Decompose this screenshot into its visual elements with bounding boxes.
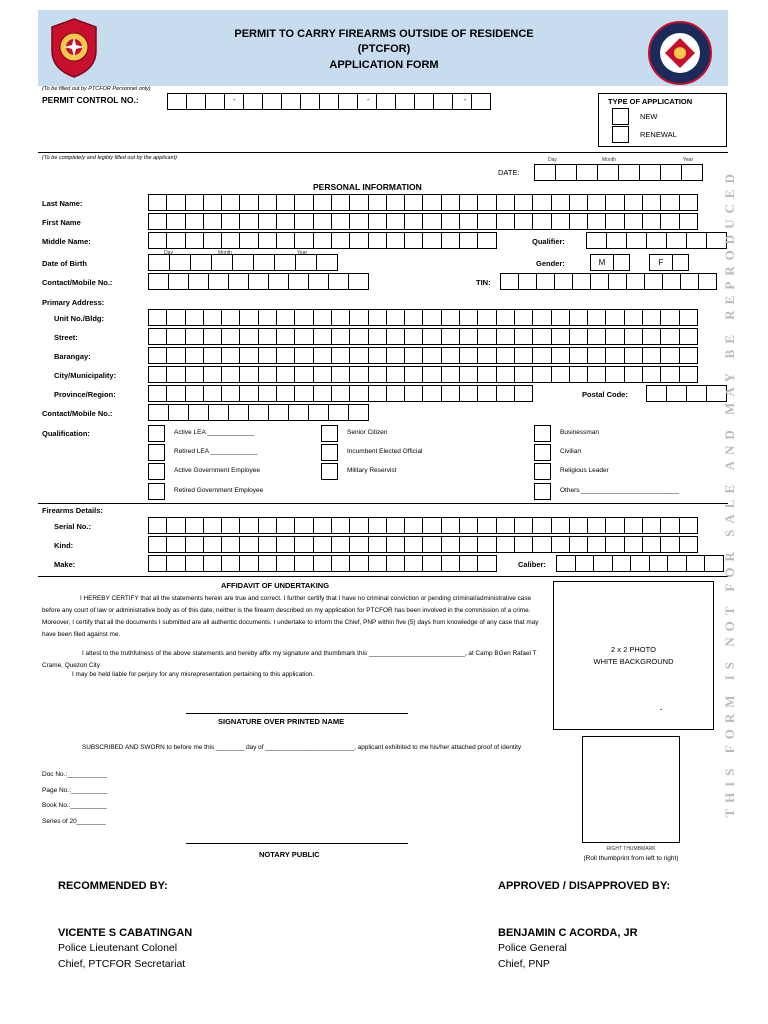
retired-gov-employee-label: Retired Government Employee bbox=[174, 487, 264, 494]
serial-no-label: Serial No.: bbox=[54, 522, 92, 531]
businessman-label: Businessman bbox=[560, 429, 600, 436]
affidavit-paragraph-2: I attest to the truthfulness of the above statements and hereby affix my signature and thumbmark this ___________________________, at Camp BGen Rafael T Crame, Quezon City bbox=[42, 650, 537, 669]
form-subtitle: APPLICATION FORM bbox=[329, 59, 439, 71]
last-name-boxes[interactable] bbox=[148, 194, 697, 211]
gender-male-box[interactable] bbox=[590, 254, 629, 271]
date-day-caption: Day bbox=[548, 157, 557, 163]
dob-day-caption: Day bbox=[164, 250, 173, 256]
signature-line bbox=[186, 713, 408, 714]
dob-boxes[interactable] bbox=[148, 254, 337, 271]
renewal-checkbox[interactable] bbox=[612, 126, 629, 143]
primary-address-label: Primary Address: bbox=[42, 298, 105, 307]
permit-control-boxes[interactable] bbox=[167, 93, 490, 110]
divider-line bbox=[38, 503, 728, 504]
photo-caption-2: WHITE BACKGROUND bbox=[593, 657, 674, 666]
gender-male: M bbox=[590, 254, 614, 271]
first-name-boxes[interactable] bbox=[148, 213, 697, 230]
active-lea-label: Active LEA _____________ bbox=[174, 429, 255, 436]
personal-information-title: PERSONAL INFORMATION bbox=[313, 182, 422, 192]
date-year-caption: Year bbox=[683, 157, 694, 163]
sworn-statement: SUBSCRIBED AND SWORN to before me this ________ day of _________________________, applicant exhibited to me his/her attached proof of identity bbox=[82, 744, 522, 751]
military-reservist-checkbox[interactable] bbox=[321, 463, 338, 480]
dob-month-caption: Month bbox=[218, 250, 232, 256]
gender-female: F bbox=[649, 254, 673, 271]
city-label: City/Municipality: bbox=[54, 371, 117, 380]
retired-gov-employee-checkbox[interactable] bbox=[148, 483, 165, 500]
type-of-application-title: TYPE OF APPLICATION bbox=[608, 97, 693, 106]
military-reservist-label: Military Reservist bbox=[347, 467, 397, 474]
new-label: NEW bbox=[640, 112, 658, 121]
thumbmark-box[interactable] bbox=[582, 736, 680, 843]
senior-citizen-label: Senior Citizen bbox=[347, 429, 388, 436]
elected-official-checkbox[interactable] bbox=[321, 444, 338, 461]
tin-label: TIN: bbox=[476, 278, 491, 287]
dob-label: Date of Birth bbox=[42, 259, 87, 268]
religious-leader-label: Religious Leader bbox=[560, 467, 609, 474]
qualifier-label: Qualifier: bbox=[532, 237, 565, 246]
barangay-boxes[interactable] bbox=[148, 347, 697, 364]
recommended-by-title: RECOMMENDED BY: bbox=[58, 880, 168, 892]
civilian-checkbox[interactable] bbox=[534, 444, 551, 461]
contact2-boxes[interactable] bbox=[148, 404, 368, 421]
photo-dot: . bbox=[660, 703, 663, 712]
province-label: Province/Region: bbox=[54, 390, 116, 399]
notary-signature-line bbox=[186, 843, 408, 844]
street-label: Street: bbox=[54, 333, 78, 342]
permit-control-label: PERMIT CONTROL NO.: bbox=[42, 95, 139, 105]
kind-label: Kind: bbox=[54, 541, 74, 550]
gender-label: Gender: bbox=[536, 259, 565, 268]
civilian-label: Civilian bbox=[560, 448, 581, 455]
others-label: Others ___________________________ bbox=[560, 487, 679, 494]
permit-dash-2: - bbox=[367, 95, 370, 104]
date-month-caption: Month bbox=[602, 157, 616, 163]
divider-line bbox=[38, 152, 728, 153]
permit-dash-1: - bbox=[233, 95, 236, 104]
divider-line bbox=[38, 576, 728, 577]
notary-public-caption: NOTARY PUBLIC bbox=[259, 850, 320, 859]
tin-boxes[interactable] bbox=[500, 273, 716, 290]
personnel-note: (To be filled out by PTCFOR Personnel only) bbox=[42, 86, 151, 92]
approved-rank: Police General bbox=[498, 942, 567, 954]
thumbmark-note: (Roll thumbprint from left to right) bbox=[583, 855, 679, 862]
contact-label: Contact/Mobile No.: bbox=[42, 278, 113, 287]
renewal-label: RENEWAL bbox=[640, 130, 677, 139]
page-no: Page No.:__________ bbox=[42, 787, 108, 794]
dob-year-caption: Year bbox=[297, 250, 308, 256]
caliber-boxes[interactable] bbox=[556, 555, 723, 572]
religious-leader-checkbox[interactable] bbox=[534, 463, 551, 480]
affidavit-title: AFFIDAVIT OF UNDERTAKING bbox=[221, 581, 330, 590]
street-boxes[interactable] bbox=[148, 328, 697, 345]
contact-boxes[interactable] bbox=[148, 273, 368, 290]
approved-by-title: APPROVED / DISAPPROVED BY: bbox=[498, 880, 671, 892]
watermark bbox=[722, 168, 758, 832]
serial-no-boxes[interactable] bbox=[148, 517, 697, 534]
doc-no: Doc No.:___________ bbox=[42, 771, 108, 778]
senior-citizen-checkbox[interactable] bbox=[321, 425, 338, 442]
new-checkbox[interactable] bbox=[612, 108, 629, 125]
retired-lea-checkbox[interactable] bbox=[148, 444, 165, 461]
series-no: Series of 20________ bbox=[42, 818, 106, 825]
contact2-label: Contact/Mobile No.: bbox=[42, 409, 113, 418]
active-gov-employee-checkbox[interactable] bbox=[148, 463, 165, 480]
postal-code-label: Postal Code: bbox=[582, 390, 628, 399]
businessman-checkbox[interactable] bbox=[534, 425, 551, 442]
last-name-label: Last Name: bbox=[42, 199, 83, 208]
recommended-position: Chief, PTCFOR Secretariat bbox=[58, 958, 186, 970]
middle-name-label: Middle Name: bbox=[42, 237, 91, 246]
permit-dash-3: - bbox=[464, 95, 467, 104]
form-title: PERMIT TO CARRY FIREARMS OUTSIDE OF RESIDENCE bbox=[234, 28, 534, 40]
recommended-rank: Police Lieutenant Colonel bbox=[58, 942, 178, 954]
first-name-label: First Name bbox=[42, 218, 81, 227]
firearms-details-title: Firearms Details: bbox=[42, 506, 103, 515]
qualification-label: Qualification: bbox=[42, 429, 90, 438]
date-label: DATE: bbox=[498, 168, 520, 177]
barangay-label: Barangay: bbox=[54, 352, 91, 361]
make-boxes[interactable] bbox=[148, 555, 496, 572]
approved-position: Chief, PNP bbox=[498, 958, 550, 970]
date-boxes[interactable] bbox=[534, 164, 702, 181]
photo-box[interactable] bbox=[553, 581, 714, 730]
unit-label: Unit No./Bldg: bbox=[54, 314, 104, 323]
active-lea-checkbox[interactable] bbox=[148, 425, 165, 442]
book-no: Book No.:__________ bbox=[42, 802, 107, 809]
province-boxes[interactable] bbox=[148, 385, 532, 402]
applicant-note: (To be completely and legibly filled out by the applicant) bbox=[42, 155, 177, 161]
middle-name-boxes[interactable] bbox=[148, 232, 496, 249]
thumbmark-caption: RIGHT THUMBMARK bbox=[606, 846, 656, 852]
gender-female-box[interactable] bbox=[649, 254, 688, 271]
make-label: Make: bbox=[54, 560, 76, 569]
kind-boxes[interactable] bbox=[148, 536, 697, 553]
active-gov-employee-label: Active Government Employee bbox=[174, 467, 260, 474]
unit-boxes[interactable] bbox=[148, 309, 697, 326]
city-boxes[interactable] bbox=[148, 366, 697, 383]
photo-caption-1: 2 x 2 PHOTO bbox=[611, 645, 656, 654]
affidavit-paragraph-1: I HEREBY CERTIFY that all the statements herein are true and correct. I further certify that I have no criminal conviction or pending criminal/administrative case before any court of law or administrative body as of this date, neither is the firearm described on my application for PTCFOR has been involved in the commission of a crime. Moreover, I certify that all the documents I submitted are all authentic documents. I undertake to inform the Chief, PNP within five (5) days from knowledge of any case that may have been filed against me. bbox=[42, 595, 539, 638]
recommended-name: VICENTE S CABATINGAN bbox=[58, 927, 193, 939]
elected-official-label: Incumbent Elected Official bbox=[347, 448, 423, 455]
postal-code-boxes[interactable] bbox=[646, 385, 726, 402]
retired-lea-label: Retired LEA _____________ bbox=[174, 448, 258, 455]
approved-name: BENJAMIN C ACORDA, JR bbox=[498, 927, 638, 939]
qualifier-boxes[interactable] bbox=[586, 232, 726, 249]
watermark-text: THIS FORM IS NOT FOR SALE AND MAY BE REPRODUCED bbox=[722, 168, 737, 818]
signature-caption: SIGNATURE OVER PRINTED NAME bbox=[218, 717, 345, 726]
caliber-label: Caliber: bbox=[518, 560, 546, 569]
others-checkbox[interactable] bbox=[534, 483, 551, 500]
form-acronym: (PTCFOR) bbox=[357, 43, 411, 55]
affidavit-paragraph-3: I may be held liable for perjury for any misrepresentation pertaining to this application. bbox=[72, 671, 315, 678]
